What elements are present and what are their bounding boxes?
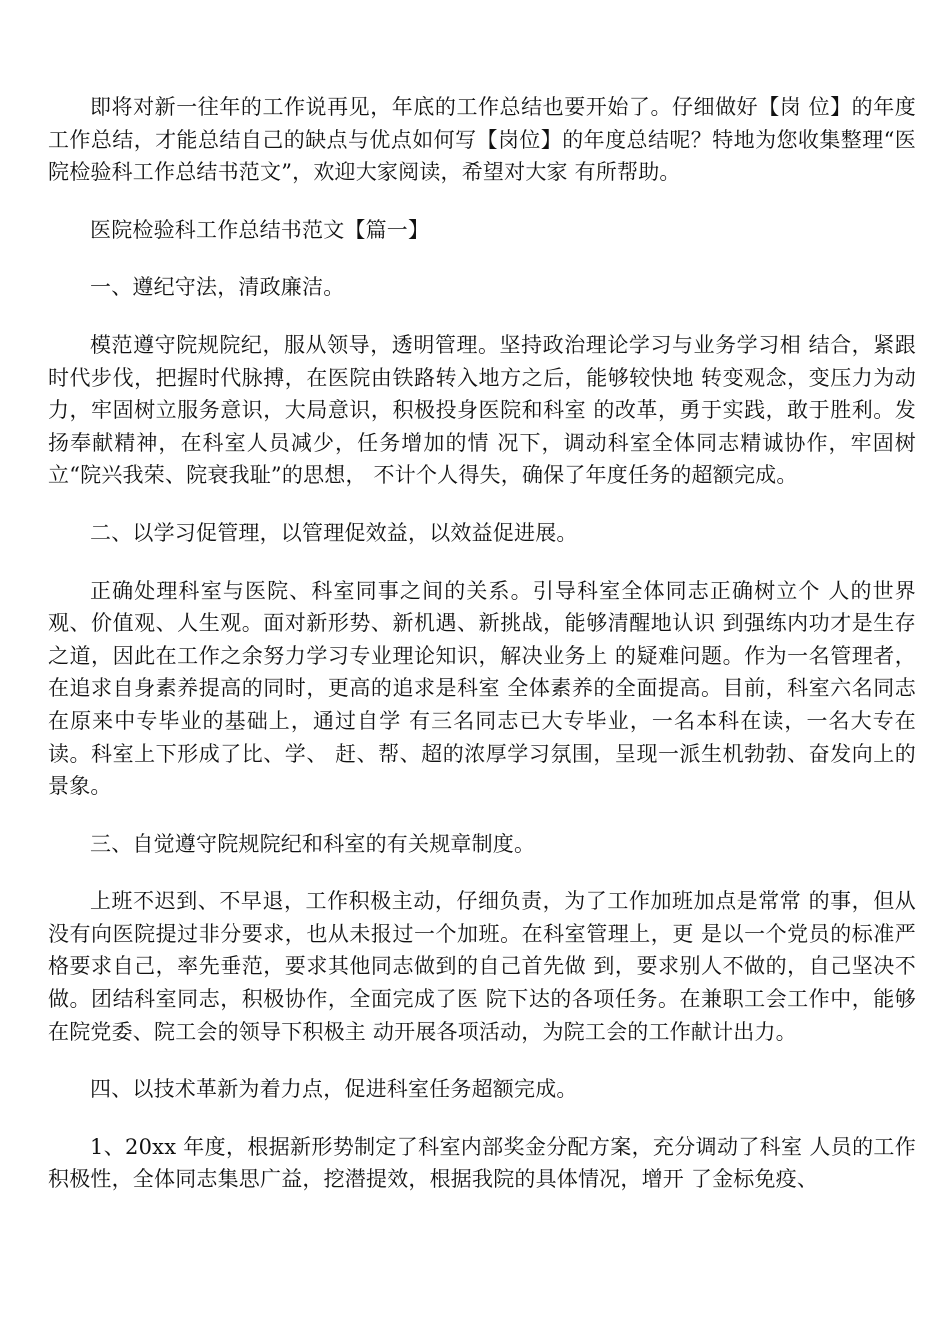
section-paragraph-1: 模范遵守院规院纪，服从领导，透明管理。坚持政治理论学习与业务学习相 结合，紧跟时代步伐，把握时代脉搏，在医院由铁路转入地方之后，能够较快地 转变观念，变压力为动力，牢固树立服务意识，大局意识，积极投身医院和科室 的改革，勇于实践，敢于胜利。发扬奉献精神，在科室人员减少，任务增加的情 况下，调动科室全体同志精诚协作，牢固树立“院兴我荣、院衰我耻”的思想， 不计个人得失，确保了年度任务的超额完成。	[48, 332, 916, 488]
section-heading-4: 四、以技术革新为着力点，促进科室任务超额完成。	[90, 1077, 578, 1102]
section-paragraph-3: 上班不迟到、不早退，工作积极主动，仔细负责，为了工作加班加点是常常 的事，但从没有向医院提过非分要求，也从未报过一个加班。在科室管理上，更 是以一个党员的标准严格要求自己，率先垂范，要求其他同志做到的自己首先做 到，要求别人不做的，自己坚决不做。团结科室同志，积极协作，全面完成了医 院下达的各项任务。在兼职工会工作中，能够在院党委、院工会的领导下积极主 动开展各项活动，为院工会的工作献计出力。	[48, 889, 916, 1044]
intro-paragraph: 即将对新一往年的工作说再见，年底的工作总结也要开始了。仔细做好【岗 位】的年度工作总结，才能总结自己的缺点与优点如何写【岗位】的年度总结呢？特地为您收集整理“医院检验科工作总结书范文”，欢迎大家阅读，希望对大家 有所帮助。	[48, 95, 916, 185]
section-paragraph-4: 1、20xx 年度，根据新形势制定了科室内部奖金分配方案，充分调动了科室 人员的工作积极性，全体同志集思广益，挖潜提效，根据我院的具体情况，增开 了金标免疫、	[48, 1134, 916, 1192]
document-body	[48, 91, 916, 1196]
article-title: 医院检验科工作总结书范文【篇一】	[90, 217, 430, 242]
section-paragraph-2: 正确处理科室与医院、科室同事之间的关系。引导科室全体同志正确树立个 人的世界观、价值观、人生观。面对新形势、新机遇、新挑战，能够清醒地认识 到强练内功才是生存之道，因此在工作之余努力学习专业理论知识，解决业务上 的疑难问题。作为一名管理者，在追求自身素养提高的同时，更高的追求是科室 全体素养的全面提高。目前，科室六名同志在原来中专毕业的基础上，通过自学 有三名同志已大专毕业，一名本科在读，一名大专在读。科室上下形成了比、学、 赶、帮、超的浓厚学习氛围，呈现一派生机勃勃、奋发向上的景象。	[48, 578, 916, 799]
section-heading-2: 二、以学习促管理，以管理促效益，以效益促进展。	[90, 520, 578, 545]
section-heading-3: 三、自觉遵守院规院纪和科室的有关规章制度。	[90, 831, 536, 856]
section-heading-1: 一、遵纪守法，清政廉洁。	[90, 275, 345, 300]
